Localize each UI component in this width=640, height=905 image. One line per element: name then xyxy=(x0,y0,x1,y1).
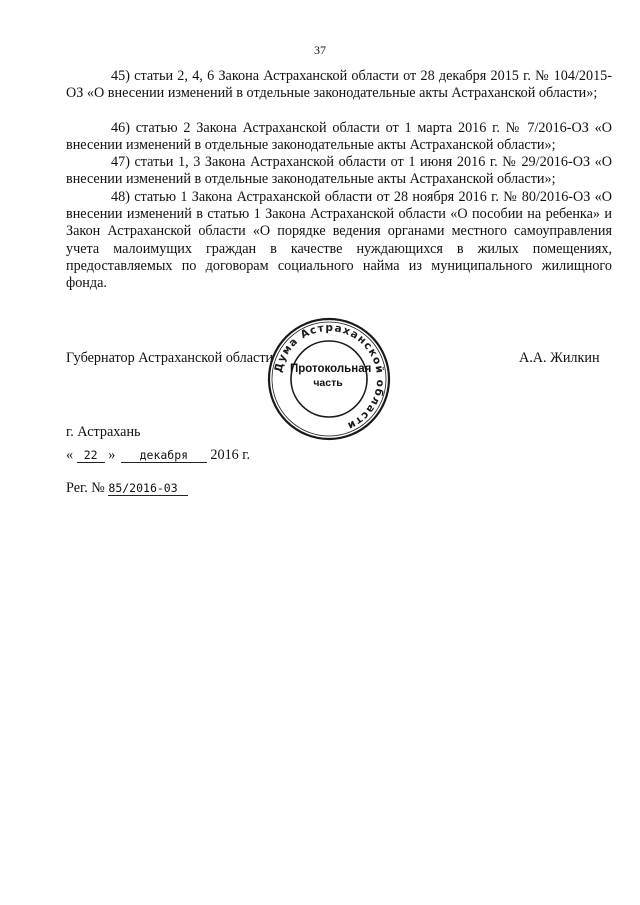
date-open-quote: « xyxy=(66,447,74,463)
list-item: 46) статью 2 Закона Астраханской области от 1 марта 2016 г. № 7/2016-ОЗ «О внесении изменений в отдельные законодательные акты Астраханской области»; xyxy=(66,120,612,154)
list-item: 48) статью 1 Закона Астраханской области от 28 ноября 2016 г. № 80/2016-ОЗ «О внесении изменений в статью 1 Закона Астраханской области «О пособии на ребенка» и Закон Астраханской области «О порядке ведения органами местного самоуправления учета малоимущих граждан в качестве нуждающихся в жилых помещениях, предоставляемых по договорам социального найма из муниципального жилищного фонда. xyxy=(66,189,612,292)
date-close-quote: » xyxy=(108,447,116,463)
date-day: 22 xyxy=(77,448,105,463)
registration-value: 85/2016-03 xyxy=(108,481,188,496)
seal-center-line2: часть xyxy=(313,377,343,389)
city: г. Астрахань xyxy=(66,424,141,440)
seal-center-line1: Протокольная xyxy=(290,363,372,375)
date-year: 2016 г. xyxy=(210,447,251,463)
page-number: 37 xyxy=(314,43,326,57)
seal-center-text xyxy=(290,362,372,390)
list-item: 45) статьи 2, 4, 6 Закона Астраханской области от 28 декабря 2015 г. № 104/2015-ОЗ «О внесении изменений в отдельные законодательные акты Астраханской области»; xyxy=(66,68,612,102)
signatory-title: Губернатор Астраханской области xyxy=(66,350,274,366)
registration-label: Рег. № xyxy=(66,480,105,496)
signatory-name: А.А. Жилкин xyxy=(519,350,600,366)
signing-date xyxy=(66,447,250,464)
list-item: 47) статьи 1, 3 Закона Астраханской области от 1 июня 2016 г. № 29/2016-ОЗ «О внесении изменений в отдельные законодательные акты Астраханской области»; xyxy=(66,154,612,188)
registration-number xyxy=(66,480,188,497)
seal-ring-text: Дума Астраханской области xyxy=(272,321,387,433)
date-month: декабря xyxy=(121,448,207,463)
